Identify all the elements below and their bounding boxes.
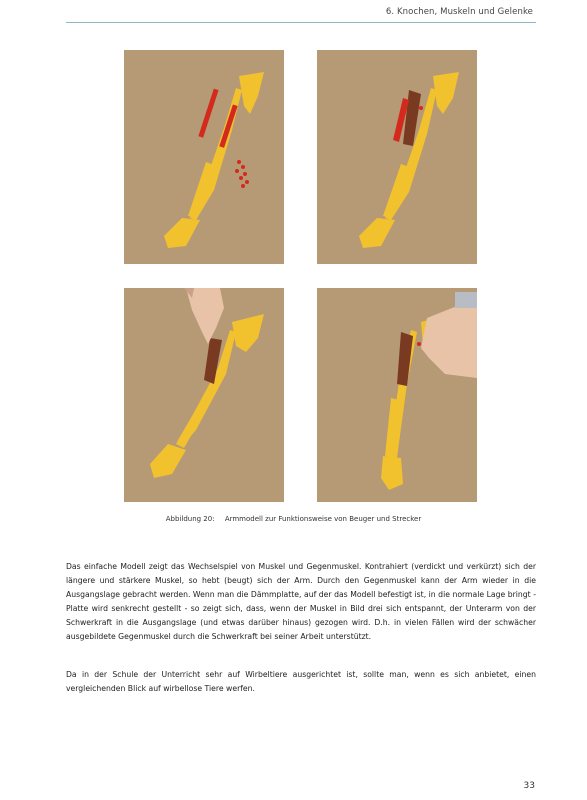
arm-model-illustration [317,50,477,264]
photo-arm-model-flexed-by-hand [124,288,284,502]
photo-arm-model-parts [124,50,284,264]
figure-caption-text: Armmodell zur Funktionsweise von Beuger und Strecker [224,515,422,523]
photo-arm-model-extended-by-hand [317,288,477,502]
body-paragraph-2: Da in der Schule der Unterricht sehr auf Wirbeltiere ausgerichtet ist, sollte man, wenn es sich anbietet, einen vergleichenden Blick auf wirbellose Tiere werfen. [66,670,536,693]
arm-model-illustration [124,50,284,264]
arm-model-illustration [317,288,477,502]
page-number: 33 [523,781,535,791]
header-title: 6. Knochen, Muskeln und Gelenke [385,7,533,17]
body-paragraph-1: Das einfache Modell zeigt das Wechselspiel von Muskel und Gegenmuskel. Kontrahiert (verdickt und verkürzt) sich der längere und stärkere Muskel, so hebt (beugt) sich der Arm. Durch den Gegenmuskel kann der Arm wieder in die Ausgangslage gebracht werden. Wenn man die Dämmplatte, auf der das Modell befestigt ist, in die normale Lage bringt - Platte wird senkrecht gestellt - so zeigt sich, dass, wenn der Muskel in Bild drei sich entspannt, der Unterarm von der Schwerkraft in die Ausgangslage (und etwas darüber hinaus) gezogen wird. D.h. in vielen Fällen wird der schwächer ausgebildete Gegenmuskel durch die Schwerkraft bei seiner Arbeit unterstützt. [66,562,536,641]
figure-caption [0,515,587,523]
header-rule [66,22,536,23]
photo-arm-model-assembled [317,50,477,264]
arm-model-illustration [124,288,284,502]
figure-label: Abbildung 20: [165,515,215,523]
